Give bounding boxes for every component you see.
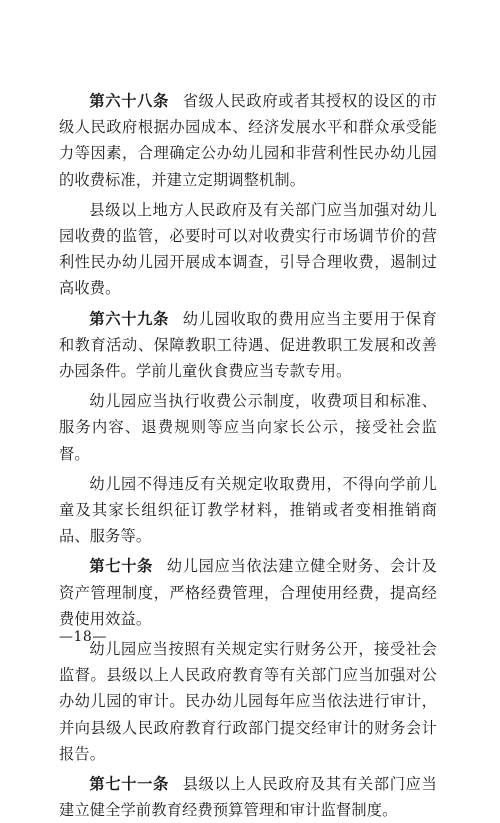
paragraph-text: 幼儿园不得违反有关规定收取费用，不得向学前儿童及其家长组织征订教学材料，推销或者变相推销商品、服务等。 <box>59 474 437 546</box>
paragraph <box>59 471 437 550</box>
document-body <box>59 88 437 823</box>
paragraph <box>59 388 437 467</box>
paragraph <box>59 636 437 767</box>
page-number: —18— <box>59 629 107 645</box>
paragraph-text: 县级以上人民政府及其有关部门应当建立健全学前教育经费预算管理和审计监督制度。 <box>59 775 438 820</box>
paragraph <box>59 88 437 193</box>
article-label: 第七十条 <box>89 557 154 576</box>
paragraph-text: 幼儿园收取的费用应当主要用于保育和教育活动、保障教职工待遇、促进教职工发展和改善办园条件。学前儿童伙食费应当专款专用。 <box>59 309 438 381</box>
article-label: 第七十一条 <box>89 775 170 794</box>
paragraph-text: 幼儿园应当依法建立健全财务、会计及资产管理制度，严格经费管理，合理使用经费，提高经费使用效益。 <box>59 557 437 628</box>
paragraph <box>59 306 437 385</box>
paragraph-text: 幼儿园应当按照有关规定实行财务公开，接受社会监督。县级以上人民政府教育等有关部门应当加强对公办幼儿园的审计。民办幼儿园每年应当依法进行审计，并向县级人民政府教育行政部门提交经审计的财务会计报告。 <box>59 640 437 763</box>
paragraph <box>59 771 437 823</box>
paragraph-text: 幼儿园应当执行收费公示制度，收费项目和标准、服务内容、退费规则等应当向家长公示，接受社会监督。 <box>59 392 437 463</box>
article-label: 第六十八条 <box>89 92 170 110</box>
article-label: 第六十九条 <box>89 309 170 328</box>
paragraph-text: 省级人民政府或者其授权的设区的市级人民政府根据办园成本、经济发展水平和群众承受能力等因素，合理确定公办幼儿园和非营利性民办幼儿园的收费标准，并建立定期调整机制。 <box>59 92 438 189</box>
paragraph <box>59 197 437 302</box>
paragraph-text: 县级以上地方人民政府及有关部门应当加强对幼儿园收费的监管，必要时可以对收费实行市场调节价的营利性民办幼儿园开展成本调查，引导合理收费，遏制过高收费。 <box>59 200 437 298</box>
paragraph <box>59 553 437 632</box>
